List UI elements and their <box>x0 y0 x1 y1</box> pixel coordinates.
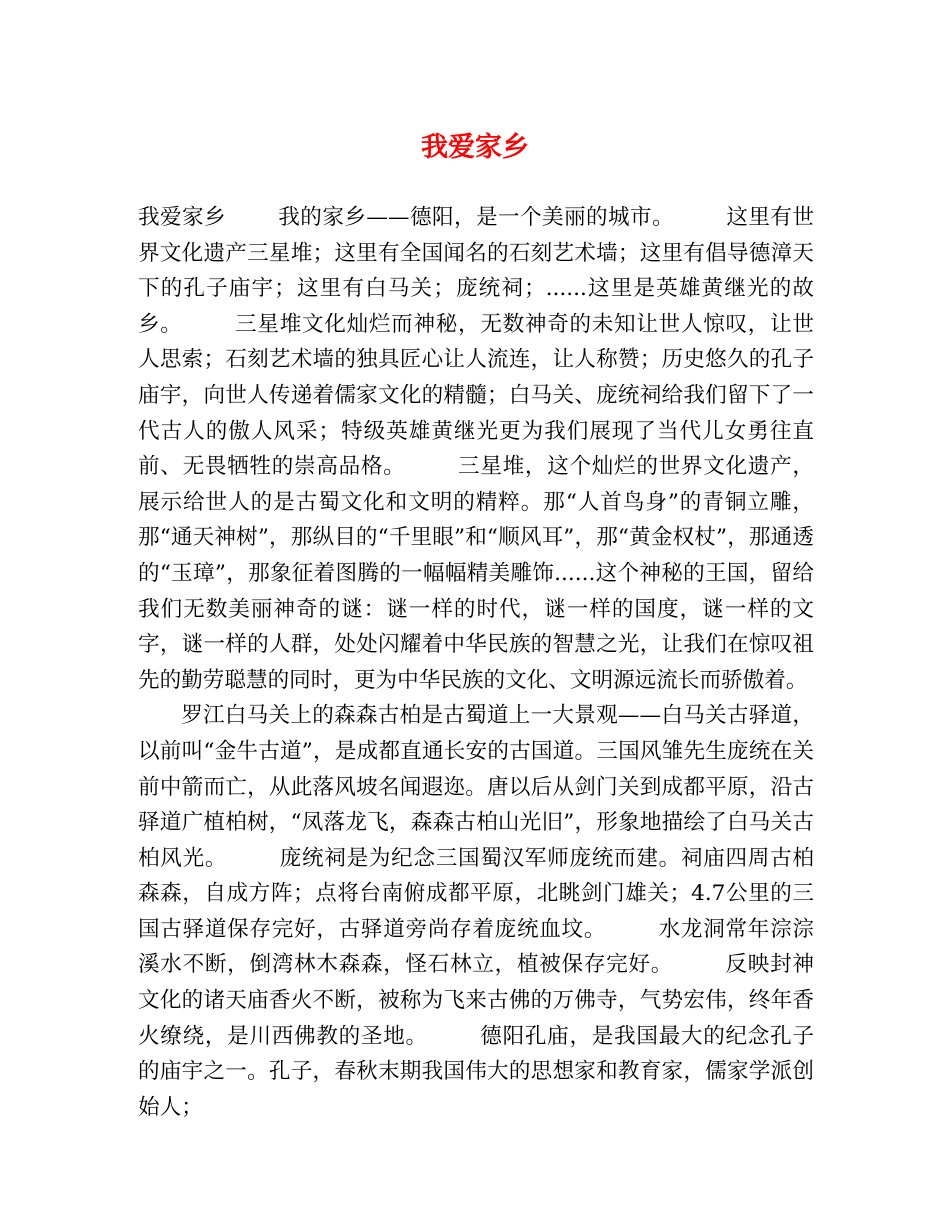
paragraph-1 <box>138 200 814 698</box>
paragraph-2-segment-3: 水龙洞常年淙淙溪水不断，倒湾林木森森，怪石林立，植被保存完好。 <box>138 916 814 978</box>
paragraph-2-segment-2: 庞统祠是为纪念三国蜀汉军师庞统而建。祠庙四周古柏森森，自成方阵；点将台南俯成都平原，北眺剑门雄关；4.7公里的三国古驿道保存完好，古驿道旁尚存着庞统血坟。 <box>138 845 814 942</box>
document-title: 我爱家乡 <box>421 132 529 163</box>
paragraph-2-segment-4: 反映封神文化的诸天庙香火不断，被称为飞来古佛的万佛寺，气势宏伟，终年香火缭绕，是川西佛教的圣地。 <box>138 952 814 1049</box>
paragraph-1-segment-2: 我的家乡——德阳，是一个美丽的城市。 <box>277 205 675 230</box>
paragraph-1-segment-5: 三星堆，这个灿烂的世界文化遗产，展示给世人的是古蜀文化和文明的精粹。那“人首鸟身”的青铜立雕，那“通天神树”，那纵目的“千里眼”和“顺风耳”，那“黄金权杖”，那通透的“玉璋”，那象征着图腾的一幅幅精美雕饰......这个神秘的王国，留给我们无数美丽神奇的谜：谜一样的时代，谜一样的国度，谜一样的文字，谜一样的人群，处处闪耀着中华民族的智慧之光，让我们在惊叹祖先的勤劳聪慧的同时，更为中华民族的文化、文明源远流长而骄傲着。 <box>138 454 814 693</box>
paragraph-1-segment-4: 三星堆文化灿烂而神秘，无数神奇的未知让世人惊叹，让世人思索；石刻艺术墙的独具匠心让人流连，让人称赞；历史悠久的孔子庙宇，向世人传递着儒家文化的精髓；白马关、庞统祠给我们留下了一代古人的傲人风采；特级英雄黄继光更为我们展现了当代儿女勇往直前、无畏牺牲的崇高品格。 <box>138 311 814 480</box>
paragraph-2-segment-5: 德阳孔庙，是我国最大的纪念孔子的庙宇之一。孔子，春秋末期我国伟大的思想家和教育家，儒家学派创始人； <box>138 1023 814 1120</box>
paragraph-1-segment-1: 我爱家乡 <box>138 205 227 230</box>
paragraph-1-segment-3: 这里有世界文化遗产三星堆；这里有全国闻名的石刻艺术墙；这里有倡导德漳天下的孔子庙宇；这里有白马关；庞统祠；......这里是英雄黄继光的故乡。 <box>138 205 814 337</box>
document-body <box>138 200 814 1125</box>
paragraph-2 <box>138 698 814 1125</box>
paragraph-2-segment-1: 罗江白马关上的森森古柏是古蜀道上一大景观——白马关古驿道，以前叫“金牛古道”，是成都直通长安的古国道。三国风雏先生庞统在关前中箭而亡，从此落风坡名闻遐迩。唐以后从剑门关到成都平原，沿古驿道广植柏树，“凤落龙飞，森森古柏山光旧”，形象地描绘了白马关古柏风光。 <box>138 703 814 871</box>
